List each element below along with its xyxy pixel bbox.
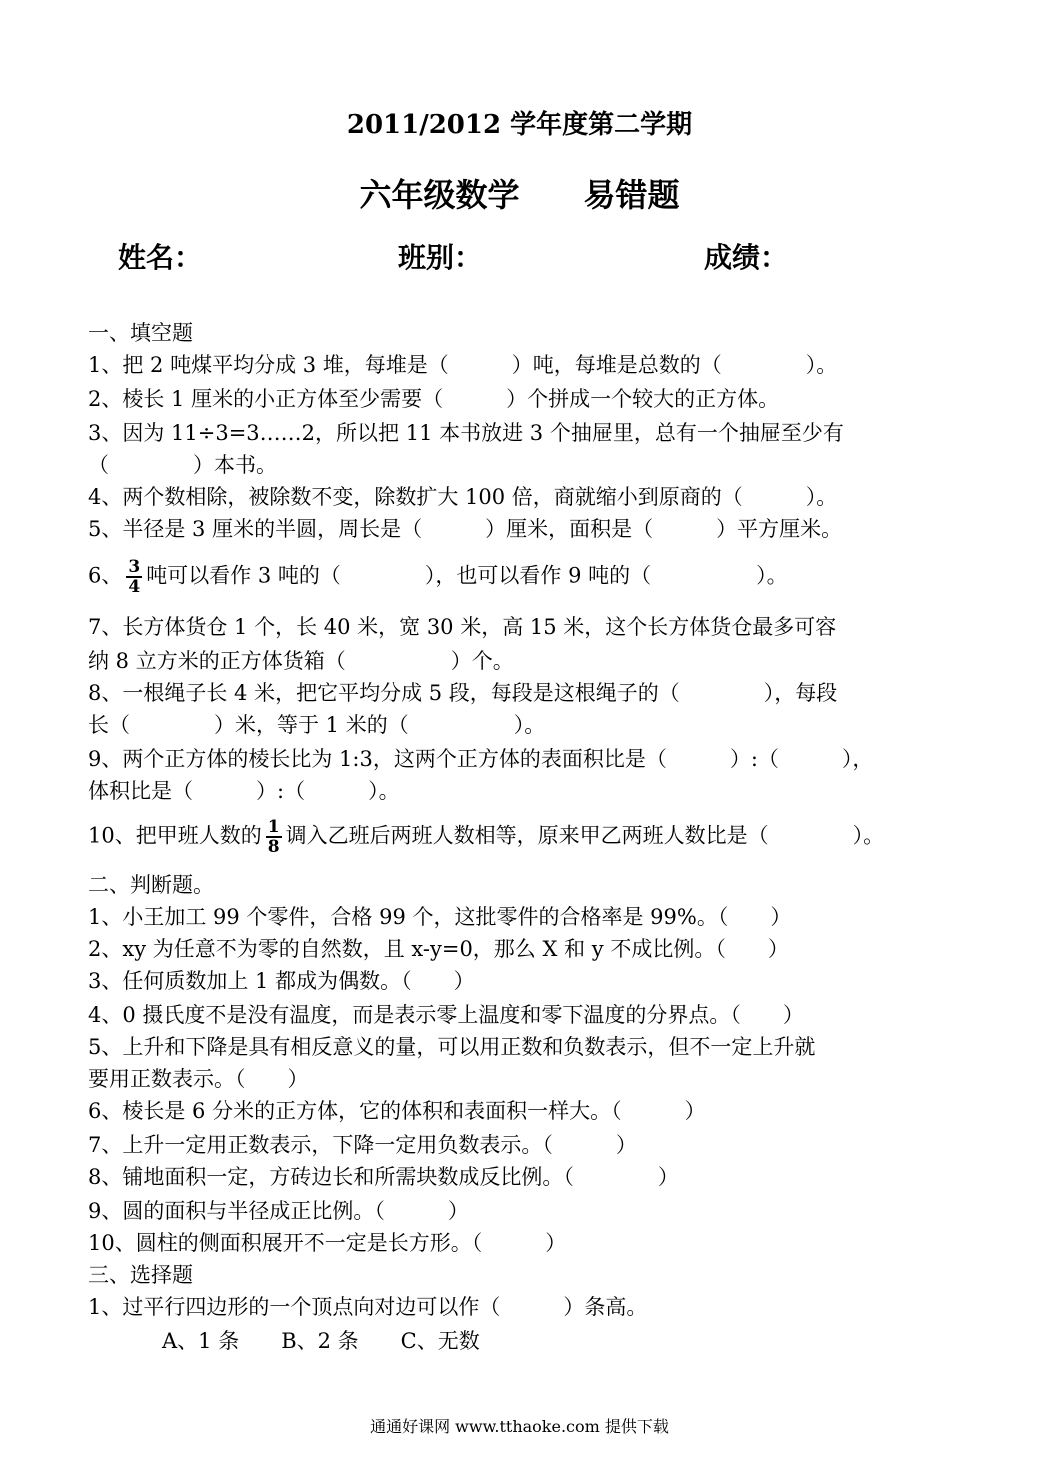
fill-question-3-line2: （ ）本书。	[88, 453, 277, 477]
section-fill-blank-heading: 一、填空题	[88, 321, 193, 345]
fill-question-6	[88, 558, 788, 596]
judge-question-8: 8、铺地面积一定，方砖边长和所需块数成反比例。（ ）	[88, 1165, 679, 1189]
fraction-one-eighth	[266, 818, 282, 856]
judge-question-6: 6、棱长是 6 分米的正方体，它的体积和表面积一样大。（ ）	[88, 1099, 706, 1123]
fraction-numerator: 1	[267, 817, 280, 837]
fill-question-2: 2、棱长 1 厘米的小正方体至少需要（ ）个拼成一个较大的正方体。	[88, 387, 780, 411]
fill-question-3-line1: 3、因为 11÷3=3……2，所以把 11 本书放进 3 个抽屉里，总有一个抽屉至少有	[88, 421, 844, 445]
judge-question-2: 2、xy 为任意不为零的自然数，且 x-y=0，那么 X 和 y 不成比例。（ ）	[88, 937, 789, 961]
class-field-label: 班别：	[398, 241, 483, 274]
page-title: 六年级数学 易错题	[359, 176, 680, 214]
judge-question-9: 9、圆的面积与半径成正比例。（ ）	[88, 1199, 469, 1223]
section-judgement-heading: 二、判断题。	[88, 873, 214, 897]
fill-question-6-text: 吨可以看作 3 吨的（ ），也可以看作 9 吨的（ ）。	[146, 563, 788, 588]
fill-question-7-line1: 7、长方体货仓 1 个，长 40 米，宽 30 米，高 15 米，这个长方体货仓最多可容	[88, 615, 837, 639]
score-field-label: 成绩：	[704, 241, 789, 274]
fraction-denominator: 4	[128, 577, 141, 597]
fill-question-5: 5、半径是 3 厘米的半圆，周长是（ ）厘米，面积是（ ）平方厘米。	[88, 517, 843, 541]
fill-question-9-line1: 9、两个正方体的棱长比为 1:3，这两个正方体的表面积比是（ ）:（ ），	[88, 747, 874, 771]
fill-question-1: 1、把 2 吨煤平均分成 3 堆，每堆是（ ）吨，每堆是总数的（ ）。	[88, 353, 838, 377]
fill-question-10	[88, 818, 884, 856]
section-choice-heading: 三、选择题	[88, 1263, 193, 1287]
fill-question-8-line1: 8、一根绳子长 4 米，把它平均分成 5 段，每段是这根绳子的（ ），每段	[88, 681, 838, 705]
fill-question-10-prefix: 10、把甲班人数的	[88, 823, 262, 848]
fraction-numerator: 3	[128, 557, 141, 577]
judge-question-1: 1、小王加工 99 个零件，合格 99 个，这批零件的合格率是 99%。（ ）	[88, 905, 792, 929]
judge-question-5-line2: 要用正数表示。（ ）	[88, 1067, 309, 1091]
fill-question-8-line2: 长（ ）米，等于 1 米的（ ）。	[88, 713, 546, 737]
term-title: 2011/2012 学年度第二学期	[346, 110, 693, 140]
fill-question-6-prefix: 6、	[88, 563, 123, 588]
fill-question-4: 4、两个数相除，被除数不变，除数扩大 100 倍，商就缩小到原商的（ ）。	[88, 485, 838, 509]
judge-question-10: 10、圆柱的侧面积展开不一定是长方形。（ ）	[88, 1231, 567, 1255]
fraction-denominator: 8	[267, 837, 280, 857]
judge-question-5-line1: 5、上升和下降是具有相反意义的量，可以用正数和负数表示，但不一定上升就	[88, 1035, 816, 1059]
fill-question-9-line2: 体积比是（ ）:（ ）。	[88, 779, 400, 803]
fraction-three-quarters	[126, 558, 142, 596]
judge-question-3: 3、任何质数加上 1 都成为偶数。（ ）	[88, 969, 475, 993]
fill-question-7-line2: 纳 8 立方米的正方体货箱（ ）个。	[88, 649, 514, 673]
footer-source: 通通好课网 www.tthaoke.com 提供下载	[370, 1417, 669, 1436]
judge-question-4: 4、0 摄氏度不是没有温度，而是表示零上温度和零下温度的分界点。（ ）	[88, 1003, 804, 1027]
choice-question-1-options: A、1 条 B、2 条 C、无数	[162, 1329, 480, 1353]
choice-question-1: 1、过平行四边形的一个顶点向对边可以作（ ）条高。	[88, 1295, 648, 1319]
judge-question-7: 7、上升一定用正数表示，下降一定用负数表示。（ ）	[88, 1133, 637, 1157]
fill-question-10-text: 调入乙班后两班人数相等，原来甲乙两班人数比是（ ）。	[285, 823, 885, 848]
name-field-label: 姓名：	[118, 241, 203, 274]
